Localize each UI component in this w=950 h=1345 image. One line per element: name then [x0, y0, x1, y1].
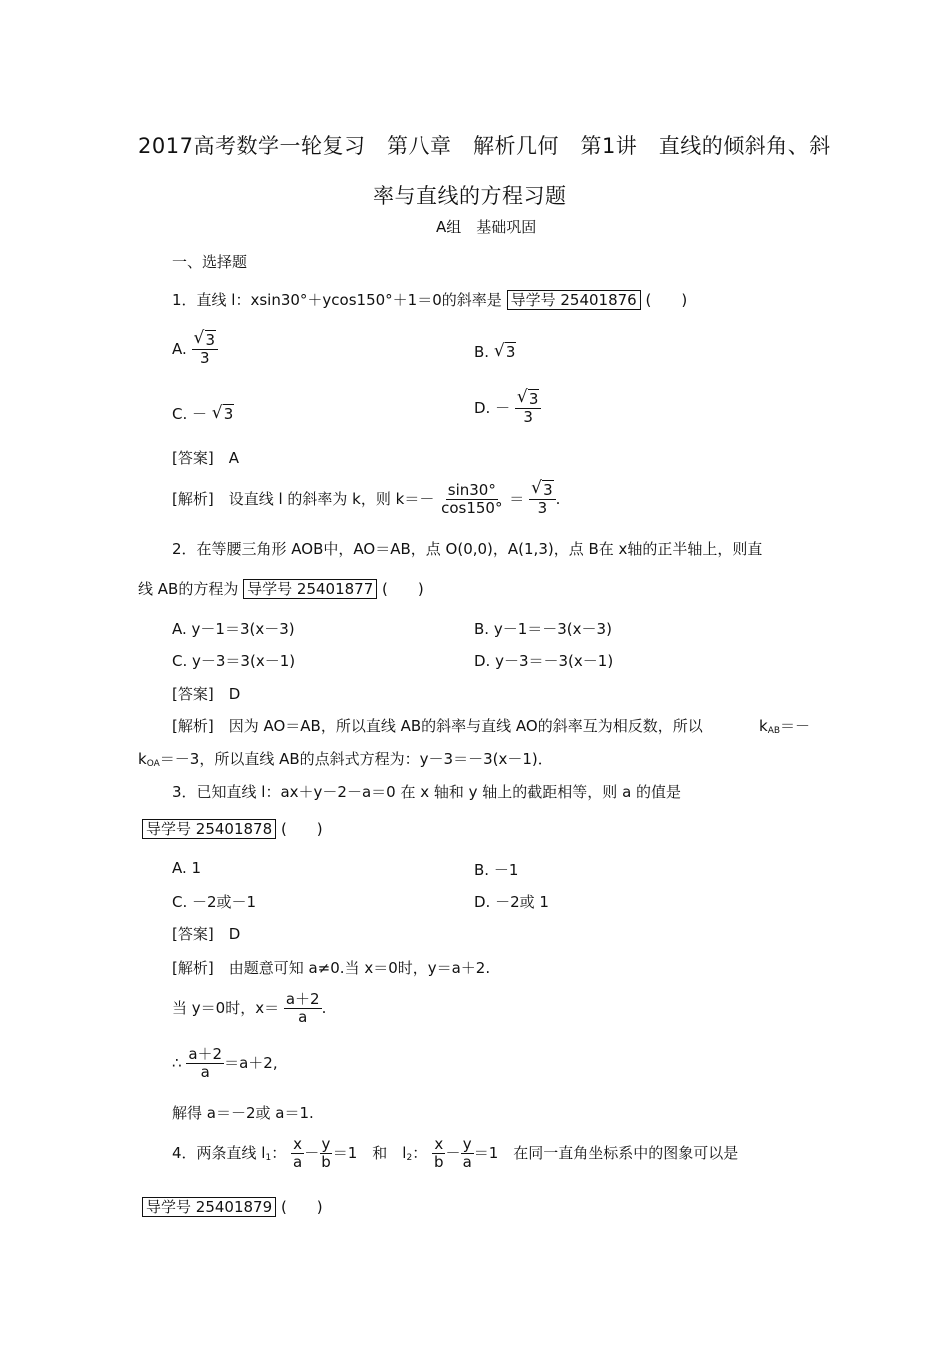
radical: √ 3	[531, 478, 553, 499]
equation-text: ＝1 和 l	[332, 1144, 407, 1162]
subscript: OA	[146, 759, 160, 769]
fraction	[192, 328, 219, 367]
question-3-stem-line2	[142, 818, 323, 839]
equals-minus: ＝－	[780, 717, 811, 735]
guide-number-box	[507, 290, 641, 310]
q3-option-a: A. 1	[172, 859, 202, 877]
q3-analysis-line2	[172, 991, 326, 1026]
question-1-text: 1．直线 l：xsin30°＋ycos150°＋1＝0的斜率是	[172, 291, 502, 309]
title-line-1: 2017高考数学一轮复习 第八章 解析几何 第1讲 直线的倾斜角、斜	[138, 134, 831, 158]
q2-analysis-line2	[138, 748, 553, 769]
radical: √ 3	[193, 328, 216, 349]
question-4-guide	[142, 1196, 323, 1217]
radical: √ 3	[516, 387, 539, 408]
section-heading: 一、选择题	[172, 253, 248, 271]
numerator: a＋2	[285, 990, 320, 1008]
q3-analysis-line3	[172, 1046, 278, 1081]
guide-number-box	[142, 819, 276, 839]
q2-analysis-line1	[172, 715, 703, 736]
denominator: b	[321, 1153, 331, 1171]
denominator: a	[462, 1153, 472, 1171]
equals-sign: ＝	[509, 490, 525, 508]
denominator: 3	[200, 349, 210, 367]
q1-analysis	[172, 478, 561, 517]
minus-sign: －	[304, 1144, 320, 1162]
denominator: b	[434, 1153, 444, 1171]
q2-k-ab	[759, 715, 810, 736]
q3-option-b: B. －1	[474, 861, 519, 879]
analysis-text: [解析] 设直线 l 的斜率为 k，则 k＝－	[172, 490, 435, 508]
radical: √ 3	[493, 341, 516, 361]
q1-option-b	[474, 343, 516, 361]
fraction	[186, 1046, 224, 1081]
denominator: a	[293, 1153, 303, 1171]
q2-option-c: C. y－3＝3(x－1)	[172, 652, 296, 670]
denominator: 3	[537, 499, 548, 517]
q1-option-d	[474, 387, 541, 426]
answer-paren: ( )	[280, 820, 323, 838]
analysis-text: ＝－3，所以直线 AB的点斜式方程为：y－3＝－3(x－1)．	[159, 750, 553, 768]
q3-option-c: C. －2或－1	[172, 893, 257, 911]
fraction	[284, 991, 322, 1026]
radicand: 3	[543, 481, 553, 499]
numerator: sin30°	[447, 481, 496, 499]
option-label: A.	[172, 340, 187, 358]
minus-sign: －	[445, 1144, 461, 1162]
period: .	[555, 490, 561, 508]
denominator: a	[200, 1063, 210, 1081]
q1-option-a	[172, 328, 218, 367]
q2-option-b: B. y－1＝－3(x－3)	[474, 620, 612, 638]
title-line-2: 率与直线的方程习题	[373, 184, 567, 208]
k-symbol: k	[138, 750, 147, 768]
fraction	[432, 1136, 446, 1171]
denominator: 3	[523, 408, 533, 426]
q3-analysis-line4: 解得 a＝－2或 a＝1.	[172, 1104, 314, 1122]
answer-paren: ( )	[280, 1198, 323, 1216]
guide-label: 导学号	[146, 1198, 192, 1216]
q2-option-a: A. y－1＝3(x－3)	[172, 620, 295, 638]
numerator: x	[434, 1135, 444, 1153]
fraction	[461, 1136, 474, 1171]
option-label: B.	[474, 343, 490, 361]
group-heading: A组 基础巩固	[436, 218, 537, 236]
fraction	[291, 1136, 304, 1171]
radicand: 3	[505, 343, 516, 361]
q3-answer: [答案] D	[172, 925, 241, 943]
answer-paren: ( )	[382, 580, 424, 598]
question-4-text: 4．两条直线 l	[172, 1144, 266, 1162]
guide-label: 导学号	[146, 820, 192, 838]
period: .	[321, 999, 327, 1017]
radicand: 3	[223, 405, 234, 423]
k-symbol: k	[759, 717, 768, 735]
question-1-stem	[172, 289, 687, 310]
question-2-stem-line1: 2．在等腰三角形 AOB中，AO＝AB，点 O(0,0)，A(1,3)，点 B在 x轴的正半轴上，则直	[172, 540, 763, 558]
subscript: 1	[265, 1153, 272, 1163]
question-2-text: 线 AB的方程为	[138, 580, 239, 598]
numerator: a＋2	[188, 1045, 223, 1063]
answer-paren: ( )	[645, 291, 688, 309]
fraction	[515, 387, 542, 426]
question-2-stem-line2	[138, 578, 424, 599]
numerator: x	[293, 1135, 303, 1153]
therefore-symbol: ∴	[172, 1054, 182, 1072]
analysis-text: 当 y＝0时，x＝	[172, 999, 280, 1017]
colon: ：	[271, 1144, 287, 1162]
guide-number-box	[243, 579, 377, 599]
q3-option-d: D. －2或 1	[474, 893, 549, 911]
analysis-text: [解析] 因为 AO＝AB，所以直线 AB的斜率与直线 AO的斜率互为相反数，所以	[172, 717, 703, 735]
numerator: y	[462, 1135, 472, 1153]
q2-option-d: D. y－3＝－3(x－1)	[474, 652, 614, 670]
guide-number-box	[142, 1197, 276, 1217]
question-4-stem	[172, 1136, 738, 1171]
fraction	[529, 478, 556, 517]
fraction	[439, 482, 504, 517]
q1-answer: [答案] A	[172, 449, 239, 467]
guide-label: 导学号	[510, 291, 556, 309]
equation-text: ＝1 在同一直角坐标系中的图象可以是	[473, 1144, 739, 1162]
question-3-stem-line1: 3．已知直线 l：ax＋y－2－a＝0 在 x 轴和 y 轴上的截距相等，则 a 的值是	[172, 783, 682, 801]
radical: √ 3	[211, 403, 234, 423]
guide-code: 25401878	[195, 820, 273, 838]
subscript: 2	[406, 1153, 413, 1163]
radicand: 3	[528, 390, 539, 408]
guide-label: 导学号	[247, 580, 293, 598]
colon: ：	[412, 1144, 428, 1162]
q1-option-c	[172, 403, 234, 424]
radicand: 3	[205, 331, 216, 349]
guide-code: 25401879	[195, 1198, 273, 1216]
subscript: AB	[767, 726, 781, 736]
guide-code: 25401877	[296, 580, 374, 598]
q3-analysis-line1: [解析] 由题意可知 a≠0.当 x＝0时，y＝a＋2.	[172, 959, 491, 977]
guide-code: 25401876	[560, 291, 637, 309]
denominator: cos150°	[441, 499, 503, 517]
numerator: y	[321, 1135, 331, 1153]
q2-answer: [答案] D	[172, 685, 241, 703]
fraction	[319, 1136, 333, 1171]
analysis-text: ＝a＋2,	[224, 1054, 278, 1072]
option-label: C. －	[172, 405, 208, 423]
denominator: a	[298, 1008, 308, 1026]
option-label: D. －	[474, 399, 511, 417]
